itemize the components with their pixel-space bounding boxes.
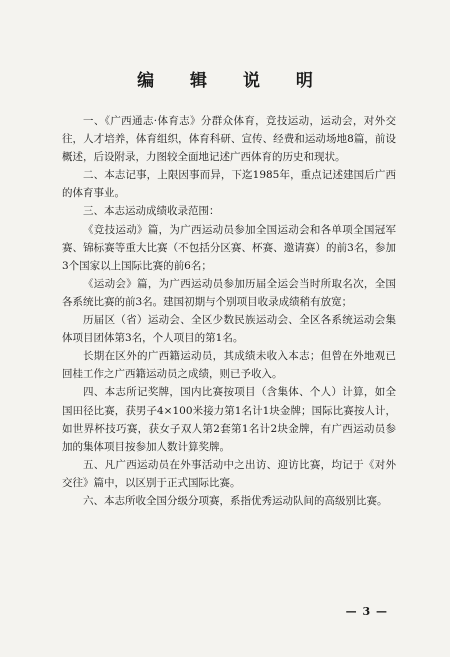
document-body xyxy=(62,112,396,510)
paragraph: 长期在区外的广西籍运动员，其成绩未收入本志；但曾在外地观已回桂工作之广西籍运动员之成绩，则已予收入。 xyxy=(62,350,396,381)
paragraph: 五、凡广西运动员在外事活动中之出访、迎访比赛，均记于《对外交往》篇中，以区别于正式国际比赛。 xyxy=(62,458,396,489)
paragraph: 四、本志所记奖牌，国内比赛按项目（含集体、个人）计算，如全国田径比赛，获男子4×100米接力第1名计1块金牌；国际比赛按人计，如世界杯技巧赛，获女子双人第2套第1名计2块金牌，有广西运动员参加的集体项目按参加人数计算奖牌。 xyxy=(62,386,396,453)
paragraph: 《竞技运动》篇，为广西运动员参加全国运动会和各单项全国冠军赛、锦标赛等重大比赛（不包括分区赛、杯赛、邀请赛）的前3名，参加3个国家以上国际比赛的前6名； xyxy=(62,223,396,272)
paragraph: 六、本志所收全国分级分项赛，系指优秀运动队间的高级别比赛。 xyxy=(83,494,388,507)
paragraph: 二、本志记事，上限因事而异，下迄1985年，重点记述建国后广西的体育事业。 xyxy=(62,169,396,200)
paragraph: 三、本志运动成绩收录范围： xyxy=(83,205,220,218)
paragraph: 一、《广西通志·体育志》分群众体育，竞技运动，运动会，对外交往，人才培养，体育组织，体育科研、宣传、经费和运动场地8篇，前设概述，后设附录，力图较全面地记述广西体育的历史和现状。 xyxy=(62,115,396,164)
paragraph: 历届区（省）运动会、全区少数民族运动会、全区各系统运动会集体项目团体第3名，个人项目的第1名。 xyxy=(62,314,396,345)
paragraph: 《运动会》篇，为广西运动员参加历届全运会当时所取名次，全国各系统比赛的前3名。建国初期与个别项目收录成绩稍有放宽； xyxy=(62,277,396,308)
page-number: — 3 — xyxy=(345,605,388,618)
page-title: 编 辑 说 明 xyxy=(137,71,328,91)
